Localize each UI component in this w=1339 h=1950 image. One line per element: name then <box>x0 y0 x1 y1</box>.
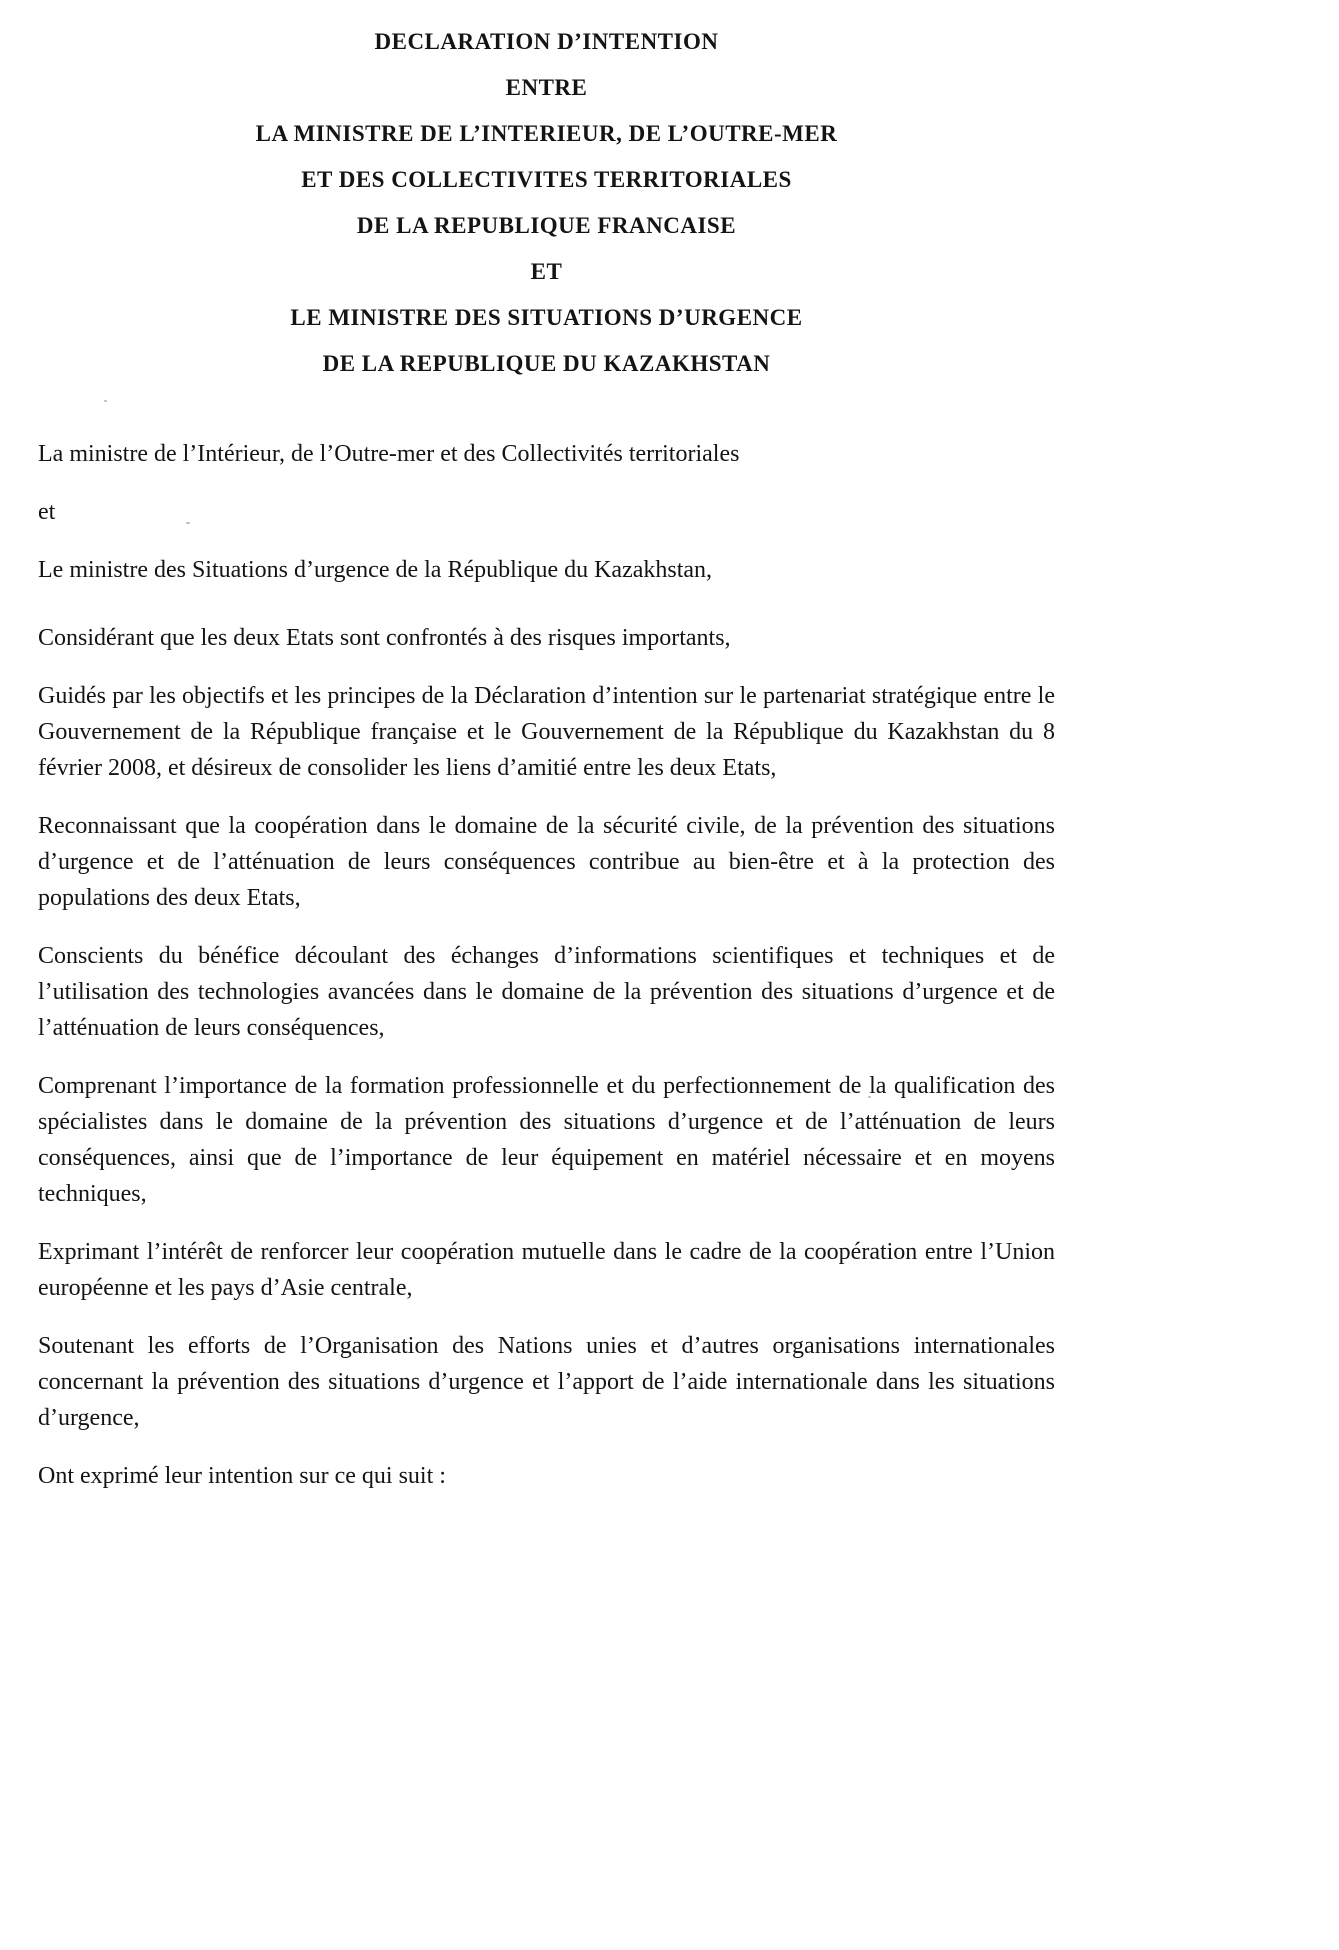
paragraph-considerant: Considérant que les deux Etats sont confrontés à des risques importants, <box>38 625 731 651</box>
paragraph-partie-france: La ministre de l’Intérieur, de l’Outre-mer et des Collectivités territoriales <box>38 441 740 467</box>
paragraph-partie-kazakhstan: Le ministre des Situations d’urgence de la République du Kazakhstan, <box>38 557 713 583</box>
paragraph-conclusion: Ont exprimé leur intention sur ce qui suit : <box>38 1463 446 1489</box>
paragraph-exprimant: Exprimant l’intérêt de renforcer leur coopération mutuelle dans le cadre de la coopération entre l’Union européenne et les pays d’Asie centrale, <box>38 1239 1055 1301</box>
title-line-collectivites: ET DES COLLECTIVITES TERRITORIALES <box>301 167 792 192</box>
title-line-et: ET <box>530 259 563 284</box>
title-line-entre: ENTRE <box>505 75 588 100</box>
paragraph-soutenant: Soutenant les efforts de l’Organisation des Nations unies et d’autres organisations internationales concernant la prévention des situations d’urgence et l’apport de l’aide internationale dans les situations d’urgence, <box>38 1333 1055 1431</box>
scan-speck <box>186 522 190 524</box>
title-line-republique-francaise: DE LA REPUBLIQUE FRANCAISE <box>356 213 737 238</box>
paragraph-comprenant: Comprenant l’importance de la formation professionnelle et du perfectionnement de la qualification des spécialistes dans le domaine de la prévention des situations d’urgence et de l’atténuation de leurs conséquences, ainsi que de l’importance de leur équipement en matériel nécessaire et en moyens techniques, <box>38 1073 1055 1207</box>
paragraph-reconnaissant: Reconnaissant que la coopération dans le domaine de la sécurité civile, de la prévention des situations d’urgence et de l’atténuation de leurs conséquences contribue au bien-être et à la protection des populations des deux Etats, <box>38 813 1055 911</box>
title-line-ministre-urgence: LE MINISTRE DES SITUATIONS D’URGENCE <box>290 305 803 330</box>
document-body <box>38 436 1055 1494</box>
paragraph-conscients: Conscients du bénéfice découlant des échanges d’informations scientifiques et techniques et de l’utilisation des technologies avancées dans le domaine de la prévention des situations d’urgence et de l’atténuation de leurs conséquences, <box>38 943 1055 1041</box>
title-line-declaration: DECLARATION D’INTENTION <box>374 29 719 54</box>
scan-speck <box>104 400 107 402</box>
paragraph-et: et <box>38 499 56 525</box>
title-line-republique-kazakhstan: DE LA REPUBLIQUE DU KAZAKHSTAN <box>322 351 771 376</box>
title-line-ministre-interieur: LA MINISTRE DE L’INTERIEUR, DE L’OUTRE-MER <box>255 121 838 146</box>
document-title-block <box>38 28 1055 378</box>
paragraph-guides: Guidés par les objectifs et les principes de la Déclaration d’intention sur le partenariat stratégique entre le Gouvernement de la République française et le Gouvernement de la République du Kazakhstan du 8 février 2008, et désireux de consolider les liens d’amitié entre les deux Etats, <box>38 683 1055 781</box>
scan-speck <box>868 1096 871 1098</box>
